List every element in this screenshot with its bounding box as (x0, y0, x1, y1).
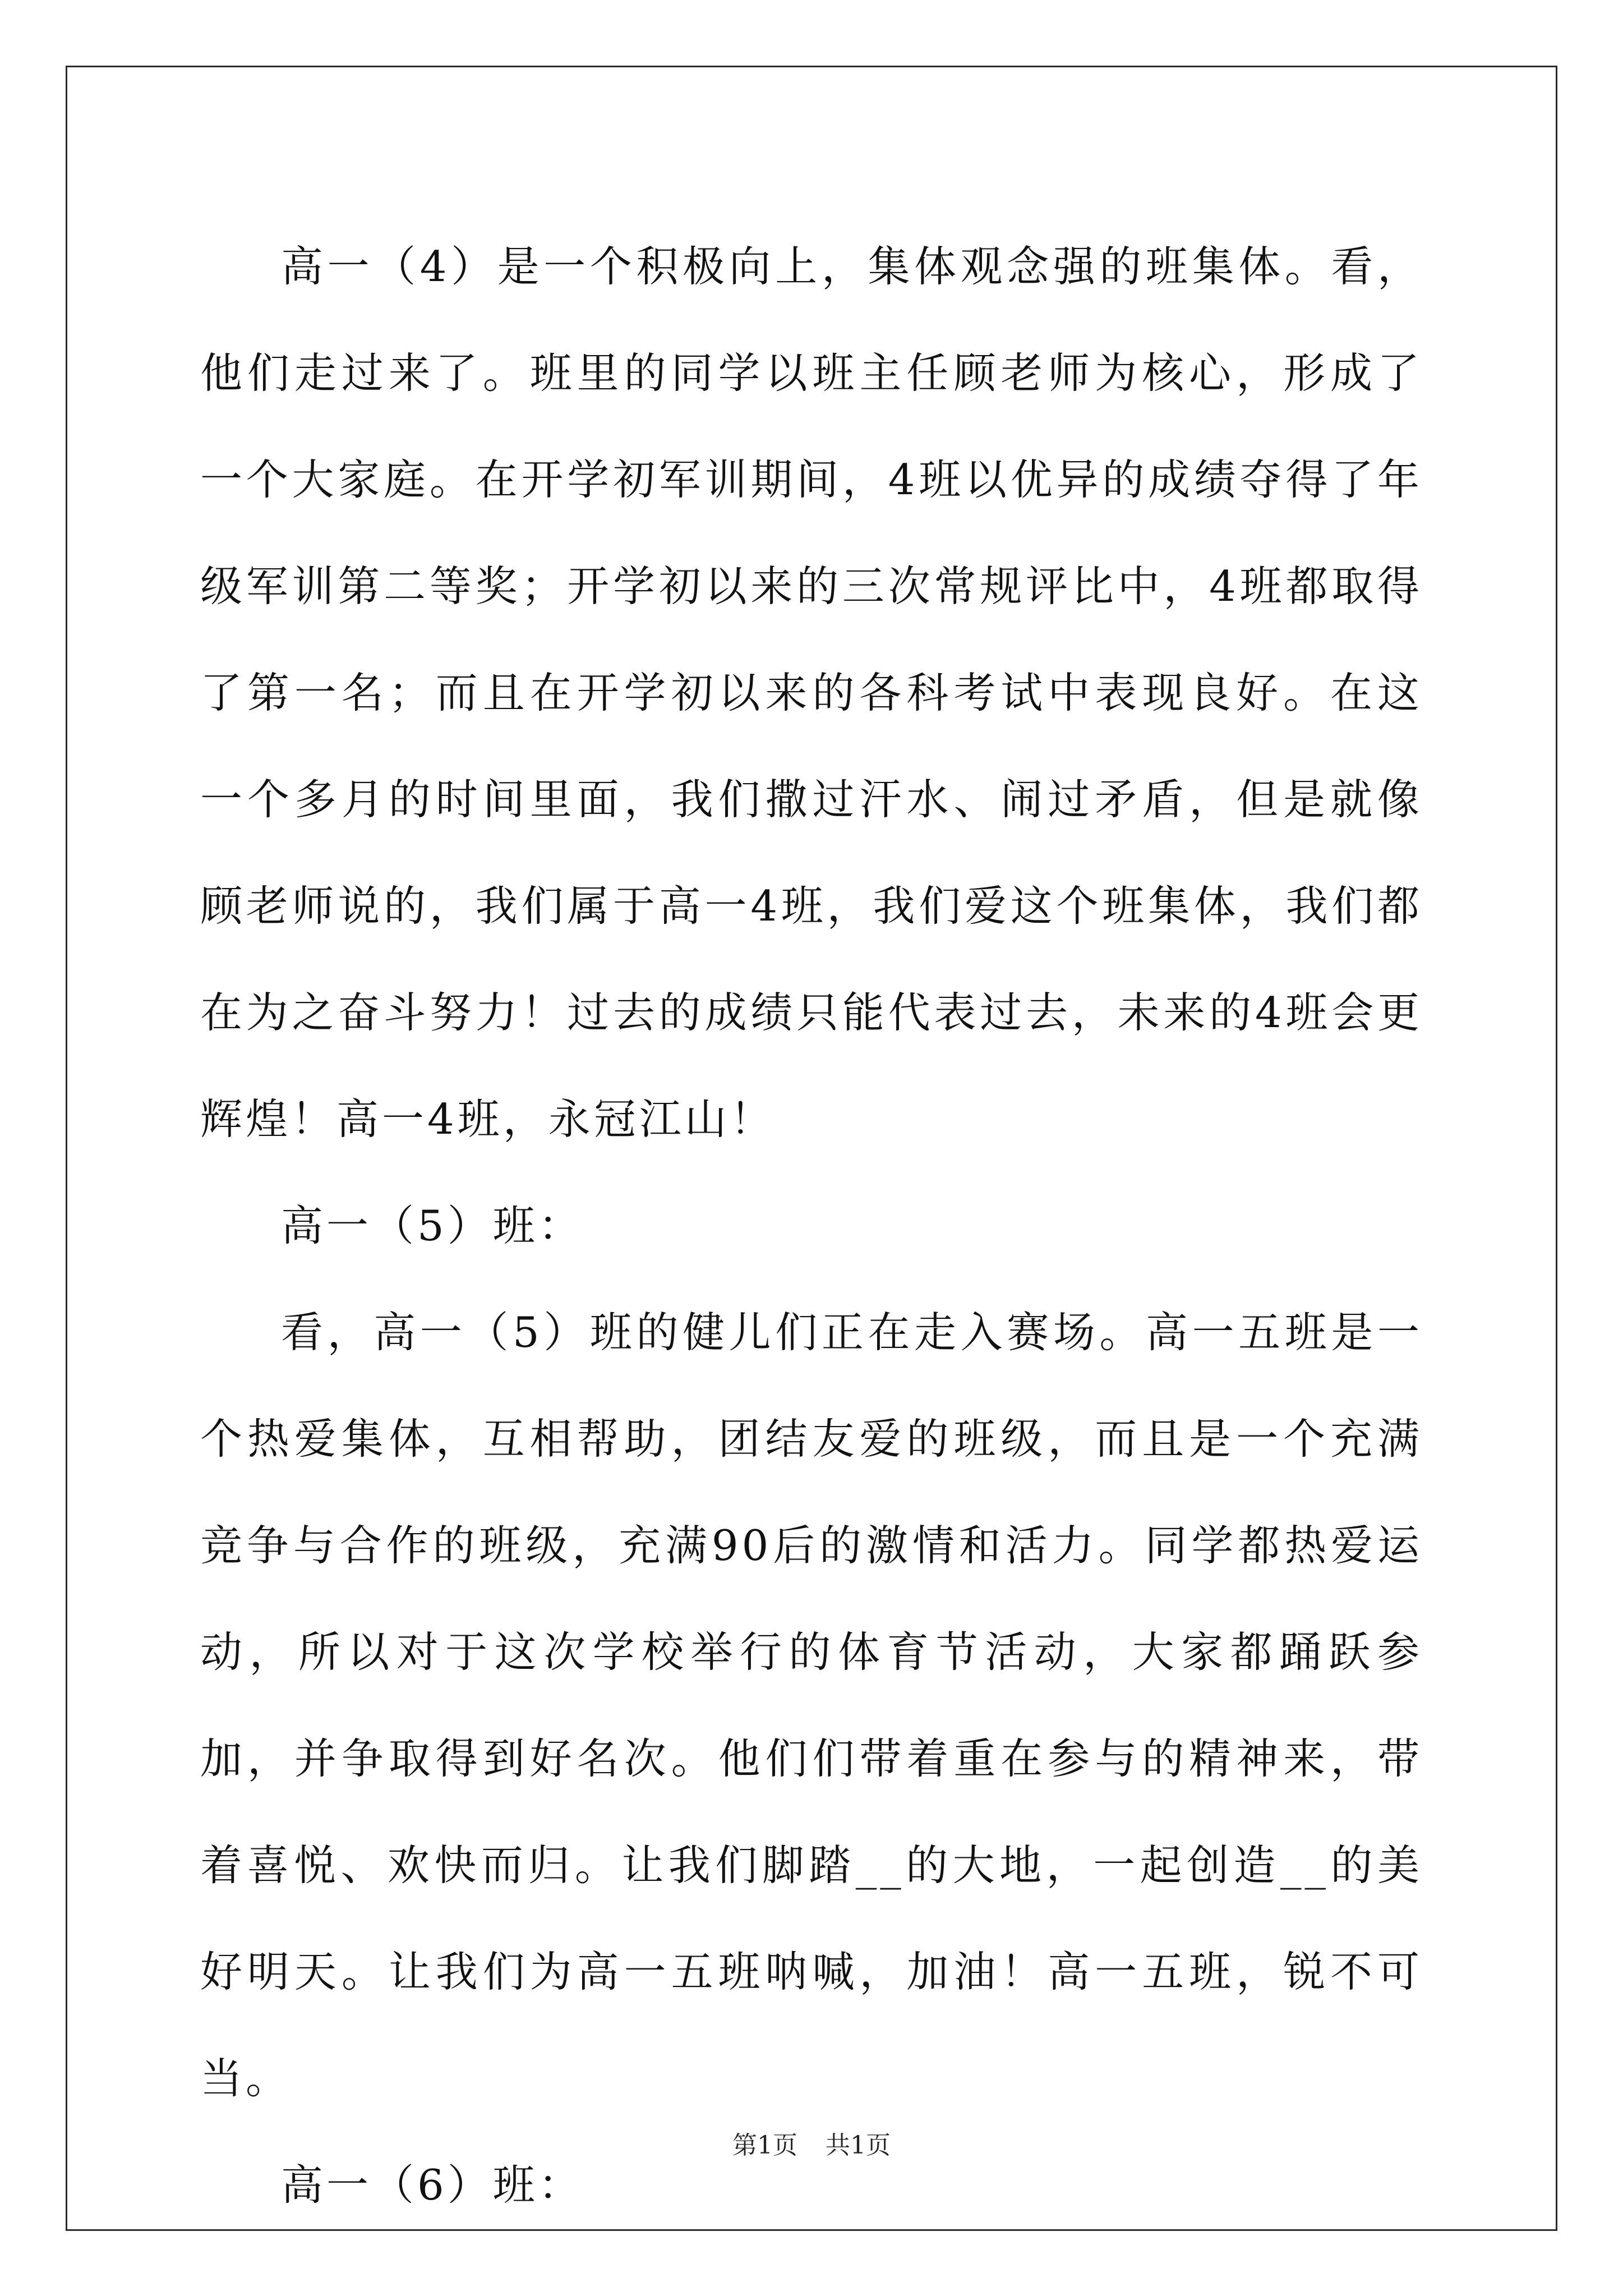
page-footer (0, 2129, 1623, 2162)
heading-class-6: 高一（6）班： (281, 2160, 584, 2210)
page-number: 第1页 (732, 2131, 797, 2160)
document-body (200, 213, 1423, 2238)
page-total: 共1页 (826, 2131, 891, 2160)
paragraph-class-5: 看，高一（5）班的健儿们正在走入赛场。高一五班是一个热爱集体，互相帮助，团结友爱的班级，而且是一个充满竞争与合作的班级，充满90后的激情和活力。同学都热爱运动，所以对于这次学校举行的体育节活动，大家都踊跃参加，并争取得到好名次。他们们带着重在参与的精神来，带着喜悦、欢快而归。让我们脚踏__的大地，一起创造__的美好明天。让我们为高一五班呐喊，加油！高一五班，锐不可当。 (200, 1308, 1423, 2103)
heading-class-5: 高一（5）班： (281, 1201, 584, 1250)
paragraph-class-4: 高一（4）是一个积极向上，集体观念强的班集体。看，他们走过来了。班里的同学以班主任顾老师为核心，形成了一个大家庭。在开学初军训期间，4班以优异的成绩夺得了年级军训第二等奖；开学初以来的三次常规评比中，4班都取得了第一名；而且在开学初以来的各科考试中表现良好。在这一个多月的时间里面，我们撒过汗水、闹过矛盾，但是就像顾老师说的，我们属于高一4班，我们爱这个班集体，我们都在为之奋斗努力！过去的成绩只能代表过去，未来的4班会更辉煌！高一4班，永冠江山！ (200, 242, 1423, 1144)
